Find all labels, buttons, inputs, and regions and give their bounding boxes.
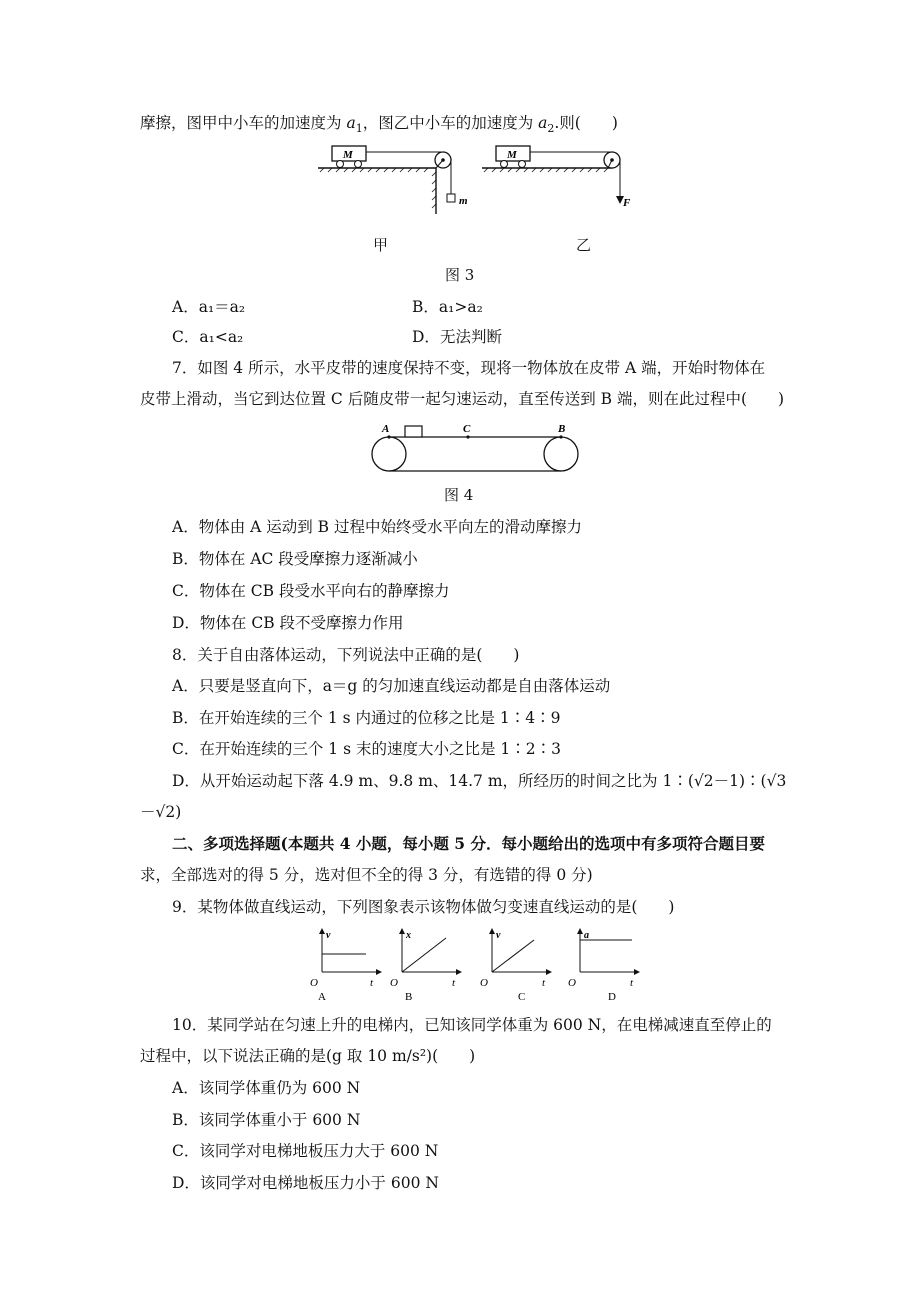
svg-text:B: B [405,991,413,1003]
q10-stem-line1: 10．某同学站在匀速上升的电梯内，已知该同学体重为 600 N，在电梯减速直至停止的 [172,1016,772,1034]
q6-tail-a1: a [346,114,356,132]
fig3-label-m: m [459,195,468,207]
q10-option-a: A．该同学体重仍为 600 N [172,1079,361,1097]
q10-option-b: B．该同学体重小于 600 N [172,1111,361,1129]
q8-option-d-line2: －√2) [140,803,182,821]
q6-tail-sub1: 1 [355,122,363,136]
q7-option-b: B．物体在 AC 段受摩擦力逐渐减小 [172,550,418,568]
svg-text:a: a [584,930,589,941]
fig3-label-M-yi: M [507,149,517,161]
svg-text:t: t [370,977,374,989]
svg-text:t: t [452,977,456,989]
svg-text:O: O [310,977,318,989]
section2-heading-line1: 二、多项选择题(本题共 4 小题，每小题 5 分．每小题给出的选项中有多项符合题目要 [172,834,765,853]
fig3-sub-yi: 乙 [576,236,592,254]
q7-option-a: A．物体由 A 运动到 B 过程中始终受水平向左的滑动摩擦力 [172,518,582,536]
section2-heading-line2: 求，全部选对的得 5 分，选对但不全的得 3 分，有选错的得 0 分) [140,866,593,884]
q10-option-c: C．该同学对电梯地板压力大于 600 N [172,1142,439,1160]
figure-3-carts-pulleys [310,138,650,253]
q6-tail-post: .则( ) [554,114,618,132]
svg-text:O: O [390,977,398,989]
fig4-label-C: C [463,423,471,435]
q7-option-c: C．物体在 CB 段受水平向右的静摩擦力 [172,582,450,600]
q6-option-d: D．无法判断 [412,328,502,346]
q6-tail-a2: a [538,114,548,132]
fig3-caption: 图 3 [445,266,475,284]
fig4-label-B: B [558,423,566,435]
q9-graph-a [310,928,382,1003]
q9-graph-b [390,928,462,1003]
fig3-label-F: F [623,197,631,209]
svg-text:t: t [630,977,634,989]
q6-tail-pre: 摩擦，图甲中小车的加速度为 [140,114,347,132]
q7-option-d: D．物体在 CB 段不受摩擦力作用 [172,614,404,632]
svg-text:A: A [318,991,326,1003]
q10-option-d: D．该同学对电梯地板压力小于 600 N [172,1174,439,1192]
q9-graph-d [568,928,640,1003]
fig3-sub-jia: 甲 [373,236,389,254]
svg-text:O: O [568,977,576,989]
q6-stem-tail [140,112,618,140]
q6-tail-sub2: 2 [547,122,555,136]
q7-stem-line2: 皮带上滑动，当它到达位置 C 后随皮带一起匀速运动，直至传送到 B 端，则在此过程中( ) [140,390,785,408]
q8-option-a: A．只要是竖直向下，a＝g 的匀加速直线运动都是自由落体运动 [172,677,611,695]
q8-option-b: B．在开始连续的三个 1 s 内通过的位移之比是 1∶4∶9 [172,709,561,727]
q6-tail-mid: ，图乙中小车的加速度为 [362,114,539,132]
svg-text:t: t [542,977,546,989]
q9-graphs [306,926,646,1004]
q8-option-c: C．在开始连续的三个 1 s 末的速度大小之比是 1∶2∶3 [172,740,561,758]
q6-option-b: B．a₁>a₂ [412,298,483,316]
fig4-caption: 图 4 [444,486,474,504]
q6-option-c: C．a₁<a₂ [172,328,244,346]
q7-stem-line1: 7．如图 4 所示，水平皮带的速度保持不变，现将一物体放在皮带 A 端，开始时物体在 [172,359,766,377]
svg-text:x: x [406,930,411,941]
q10-stem-line2: 过程中，以下说法正确的是(g 取 10 m/s²)( ) [140,1047,476,1065]
fig3-label-M-jia: M [343,149,353,161]
figure-4-conveyor-belt [364,418,588,478]
q9-stem: 9．某物体做直线运动，下列图象表示该物体做匀变速直线运动的是( ) [172,898,675,916]
svg-text:v: v [326,930,331,941]
svg-text:v: v [496,930,501,941]
svg-text:O: O [480,977,488,989]
svg-text:D: D [608,991,616,1003]
svg-text:C: C [518,991,526,1003]
q9-graph-c [480,928,552,1003]
q8-option-d-line1: D．从开始运动起下落 4.9 m、9.8 m、14.7 m，所经历的时间之比为 1∶(√2－1)∶(√3 [172,772,787,790]
q6-option-a: A．a₁＝a₂ [172,298,246,316]
q8-stem: 8．关于自由落体运动，下列说法中正确的是( ) [172,646,520,664]
fig4-label-A: A [382,423,390,435]
